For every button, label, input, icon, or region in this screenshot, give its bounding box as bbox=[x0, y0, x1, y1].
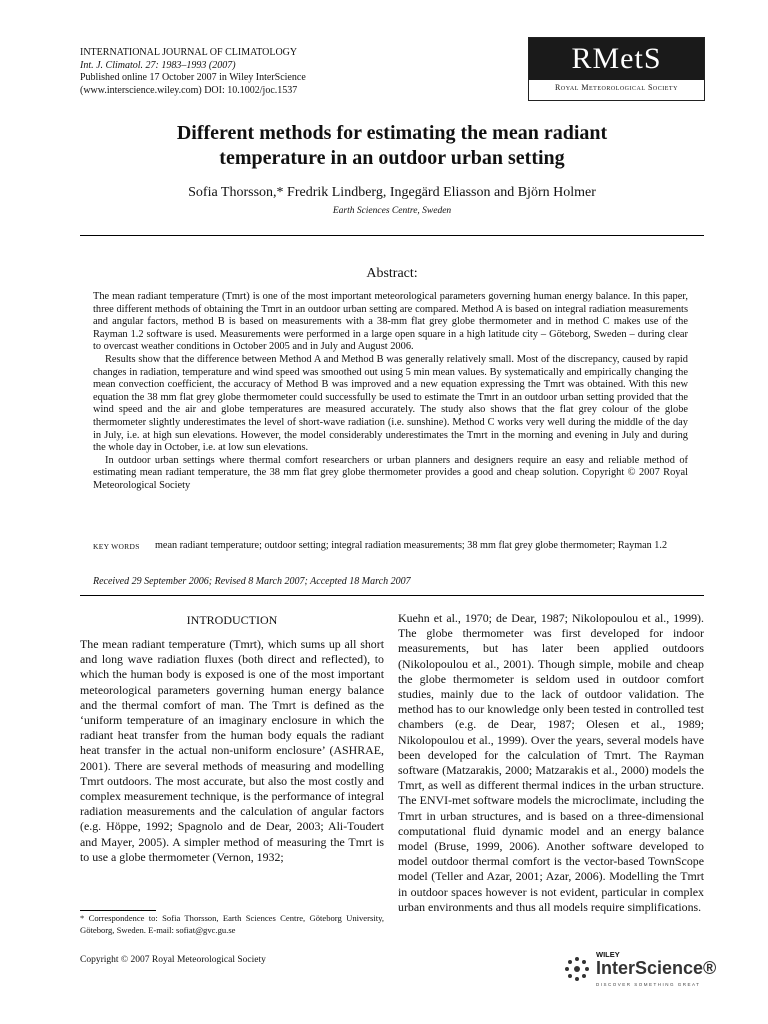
copyright: Copyright © 2007 Royal Meteorological Society bbox=[80, 955, 266, 965]
title-line-1: Different methods for estimating the mean radiant bbox=[176, 122, 608, 144]
abstract-paragraph: Results show that the difference between Method A and Method B was generally relatively small. Most of the discrepancy, caused by rapid changes in radiation, temperature and wind speed was smoothed out using 5 min mean values. By systematically and empirically changing the mean convection coefficient, the accuracy of Method B was improved and a new equation expressing the Tmrt was obtained. With this new equation the 38 mm flat grey globe thermometer could successfully be used to estimate the Tmrt in an outdoor urban setting provided that the wind speed and the air and globe temperatures are measured accurately. The study also shows that the flat grey colour of the globe thermometer slightly underestimates the level of short-wave radiation (i.e. sunshine). Method C works very well during the middle of the day in July, i.e. at high sun elevations. However, the model considerably underestimates the Tmrt in the morning and evening in July and during the whole day in October, i.e. at low sun elevations. bbox=[93, 353, 688, 454]
logo-subtitle: Royal Meteorological Society bbox=[555, 83, 678, 92]
journal-header bbox=[80, 47, 306, 97]
abstract-paragraph: The mean radiant temperature (Tmrt) is one of the most important meteorological parameters governing human energy balance. In this paper, three different methods of obtaining the Tmrt in an outdoor urban setting are compared. Method A is based on integral radiation measurements and angular factors, method B is based on measurements with a 38-mm flat grey globe thermometer and in method C makes use of the Rayman 1.2 software is used. Measurements were performed in a large open square in a high latitude city – Göteborg, Sweden – during clear to overcast weather conditions in October 2005 and in July and August 2006. bbox=[93, 291, 688, 353]
citation: Int. J. Climatol. 27: 1983–1993 (2007) bbox=[80, 59, 236, 71]
wiley-interscience-logo bbox=[562, 950, 717, 994]
column-right bbox=[398, 611, 704, 915]
body-paragraph: The mean radiant temperature (Tmrt), which sums up all short and long wave radiation fluxes (both direct and reflected), to which the human body is exposed is one of the most important meteorological parameters governing human energy balance and the thermal comfort of man. The Tmrt is defined as the ‘uniform temperature of an imaginary enclosure in which the radiant heat transfer from the human body equals the radiant heat transfer in the actual non-uniform enclosure’ (ASHRAE, 2001). There are several methods of measuring and modelling Tmrt outdoors. The most accurate, but also the most costly and complex measurement technique, is the performance of integral radiation measurements and the calculation of angular factors (e.g. Höppe, 1992; Spagnolo and de Dear, 2003; Ali-Toudert and Mayer, 2005). A simpler method of measuring the Tmrt is to use a globe thermometer (Vernon, 1932; bbox=[80, 637, 384, 864]
footnote-rule bbox=[80, 910, 156, 911]
abstract-rule bbox=[80, 595, 704, 596]
column-left bbox=[80, 637, 384, 865]
wiley-brand: WILEY bbox=[596, 950, 620, 959]
keywords-label: KEY WORDS bbox=[93, 542, 140, 551]
affiliation: Earth Sciences Centre, Sweden bbox=[332, 206, 452, 216]
received-dates: Received 29 September 2006; Revised 8 March 2007; Accepted 18 March 2007 bbox=[93, 576, 411, 587]
abstract-heading: Abstract: bbox=[366, 266, 418, 281]
published-line: Published online 17 October 2007 in Wiley InterScience bbox=[80, 72, 306, 84]
authors: Sofia Thorsson,* Fredrik Lindberg, Ingegärd Eliasson and Björn Holmer bbox=[188, 185, 596, 200]
top-rule bbox=[80, 235, 704, 236]
body-paragraph: Kuehn et al., 1970; de Dear, 1987; Nikolopoulou et al., 1999). The globe thermometer was first developed for indoor measurements, but has later been applied outdoors (Nikolopoulou et al., 2001). Though simple, mobile and cheap the globe thermometer is seldom used in outdoor comfort studies, mainly due to the lack of outdoor validation. The method has to our knowledge only been tested in controlled test chambers (e.g. de Dear, 1987; Olesen et al., 1989; Nikolopoulou et al., 1999). Over the years, several models have been developed for the calculation of Tmrt. The Rayman software (Matzarakis, 2000; Matzarakis et al., 2000) models the Tmrt, as well as different thermal indices in the urban structure. The ENVI-met software models the microclimate, including the Tmrt in urban structures, and is based on a three-dimensional computational fluid dynamic model and an energy balance model (Bruse, 1999, 2006). Another software developed to model outdoor thermal comfort is the vector-based TownScope model (Teller and Azar, 2001; Azar, 2006). Modelling the Tmrt in outdoor spaces however is not evident, particular in complex urban environments and thus all models require simplifications. bbox=[398, 611, 704, 914]
abstract-paragraph: In outdoor urban settings where thermal comfort researchers or urban planners and designers require an easy and reliable method of estimating mean radiant temperature, the 38 mm flat grey globe thermometer provides a good and cheap solution. Copyright © 2007 Royal Meteorological Society bbox=[93, 454, 688, 491]
journal-name: INTERNATIONAL JOURNAL OF CLIMATOLOGY bbox=[80, 47, 298, 58]
title-line-2: temperature in an outdoor urban setting bbox=[219, 147, 565, 169]
wiley-tagline: DISCOVER SOMETHING GREAT bbox=[596, 982, 701, 987]
footnote: * Correspondence to: Sofia Thorsson, Earth Sciences Centre, Göteborg University, Göteborg, Sweden. E-mail: sofiat@gvc.gu.se bbox=[80, 913, 384, 935]
interscience-name: InterScience® bbox=[596, 958, 717, 978]
logo-name: RMetS bbox=[529, 38, 704, 80]
keywords-text: mean radiant temperature; outdoor setting; integral radiation measurements; 38 mm flat grey globe thermometer; Rayman 1.2 bbox=[155, 540, 668, 551]
section-heading: INTRODUCTION bbox=[186, 613, 278, 627]
dot-swirl-icon bbox=[562, 954, 592, 984]
doi-line: (www.interscience.wiley.com) DOI: 10.1002/joc.1537 bbox=[80, 84, 298, 96]
paper-title bbox=[80, 121, 704, 171]
rmets-logo bbox=[528, 37, 705, 101]
abstract-body bbox=[93, 291, 688, 493]
